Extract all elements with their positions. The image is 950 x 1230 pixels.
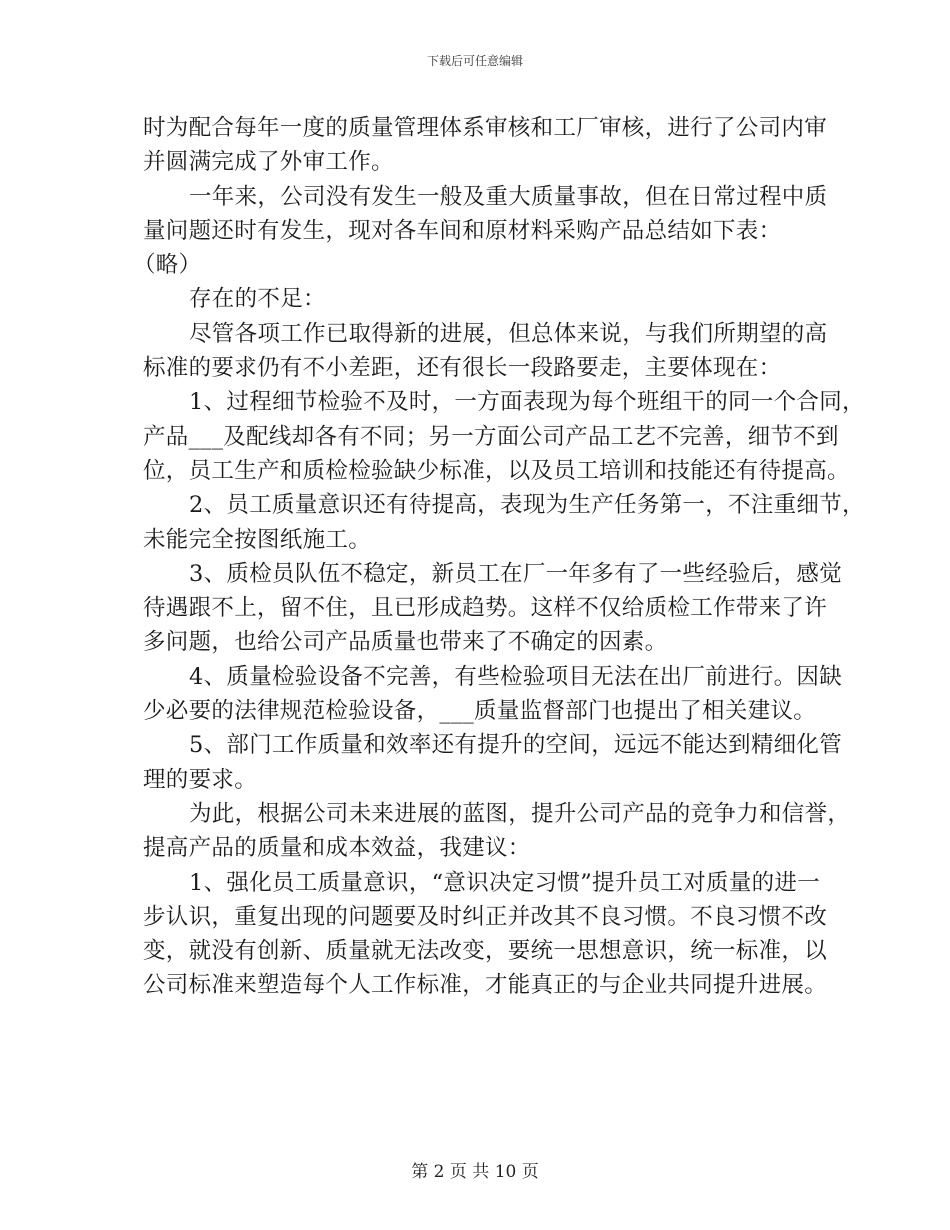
text-line: 为此，根据公司未来进展的蓝图，提升公司产品的竞争力和信誉，	[189, 800, 851, 827]
text-line: 5、部门工作质量和效率还有提升的空间，远远不能达到精细化管	[189, 732, 843, 759]
page-footer: 第 2 页 共 10 页	[411, 1162, 539, 1182]
text-line: 理的要求。	[143, 766, 258, 793]
text-line: 提高产品的质量和成本效益，我建议：	[143, 835, 531, 862]
text-line: 待遇跟不上，留不住，且已形成趋势。这样不仅给质检工作带来了许	[143, 595, 828, 622]
text-line: 尽管各项工作已取得新的进展，但总体来说，与我们所期望的高	[189, 320, 828, 347]
text-line: 并圆满完成了外审工作。	[143, 149, 394, 176]
text-line: 存在的不足：	[189, 286, 326, 313]
text-line: 量问题还时有发生，现对各车间和原材料采购产品总结如下表：	[143, 217, 782, 244]
text-line: 少必要的法律规范检验设备，___质量监督部门也提出了相关建议。	[143, 698, 817, 725]
text-line: 未能完全按图纸施工。	[143, 526, 372, 553]
text-line: 公司标准来塑造每个人工作标准，才能真正的与企业共同提升进展。	[143, 972, 828, 999]
text-line: 步认识，重复出现的问题要及时纠正并改其不良习惯。不良习惯不改	[143, 903, 828, 930]
text-line: 变，就没有创新、质量就无法改变，要统一思想意识，统一标准，以	[143, 938, 828, 965]
text-line: 多问题，也给公司产品质量也带来了不确定的因素。	[143, 629, 668, 656]
text-line: 1、过程细节检验不及时，一方面表现为每个班组干的同一个合同，	[189, 389, 865, 416]
text-line: 一年来，公司没有发生一般及重大质量事故，但在日常过程中质	[189, 183, 828, 210]
page-header: 下载后可任意编辑	[426, 54, 523, 68]
text-line: （略）	[133, 252, 202, 279]
text-line: 2、员工质量意识还有待提高，表现为生产任务第一，不注重细节，	[189, 492, 865, 519]
text-line: 产品___及配线却各有不同；另一方面公司产品工艺不完善，细节不到	[143, 423, 839, 450]
text-line: 3、质检员队伍不稳定，新员工在厂一年多有了一些经验后，感觉	[189, 560, 843, 587]
text-line: 时为配合每年一度的质量管理体系审核和工厂审核，进行了公司内审	[143, 115, 828, 141]
text-line: 标准的要求仍有不小差距，还有很长一段路要走，主要体现在：	[143, 355, 782, 382]
text-line: 4、质量检验设备不完善，有些检验项目无法在出厂前进行。因缺	[189, 663, 843, 690]
document-body	[133, 111, 865, 1003]
text-line: 位，员工生产和质检检验缺少标准，以及员工培训和技能还有待提高。	[143, 457, 850, 484]
text-line: 1、强化员工质量意识，“意识决定习惯”提升员工对质量的进一	[189, 869, 821, 896]
